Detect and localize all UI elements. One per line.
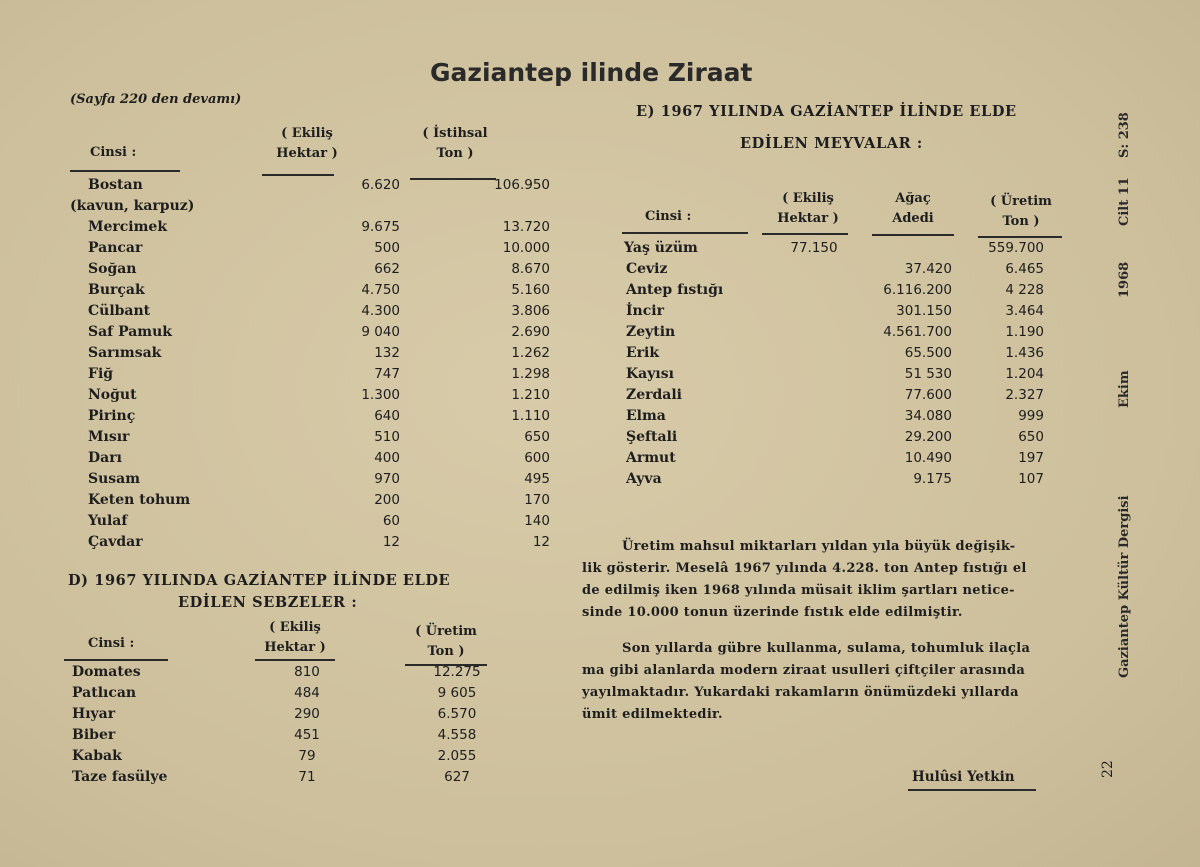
- row-prod: 106.950: [494, 177, 550, 193]
- table-row: [70, 238, 550, 259]
- row-prod: 1.190: [1005, 324, 1044, 340]
- running-head-page-ref: S: 238: [1117, 112, 1132, 158]
- row-area: 6.620: [361, 177, 400, 193]
- row-name: Cülbant: [88, 303, 151, 319]
- table-row: [70, 427, 550, 448]
- table-row: [70, 469, 550, 490]
- fruits-rule-area: [762, 233, 848, 235]
- row-area: 484: [294, 685, 320, 701]
- row-name: Mısır: [88, 429, 130, 445]
- row-name: Soğan: [88, 261, 137, 277]
- table-row: [70, 511, 550, 532]
- fruits-heading-2: EDİLEN MEYVALAR :: [740, 135, 923, 152]
- row-trees: 77.600: [904, 387, 952, 403]
- row-name: Domates: [72, 664, 141, 680]
- row-trees: 10.490: [904, 450, 952, 466]
- crops-col-prod-header: ( İstihsal Ton ): [422, 126, 488, 161]
- row-name: Zerdali: [626, 387, 682, 403]
- row-name: Kayısı: [626, 366, 674, 382]
- row-name: Ceviz: [626, 261, 668, 277]
- row-name: Zeytin: [626, 324, 676, 340]
- row-prod: 1.110: [511, 408, 550, 424]
- crops-rule-name: [70, 170, 180, 172]
- row-area: 810: [294, 664, 320, 680]
- running-head: [1117, 112, 1141, 678]
- row-area: 77.150: [790, 240, 838, 256]
- fruits-col-prod-header: ( Üretim Ton ): [990, 194, 1052, 229]
- row-area: 640: [374, 408, 400, 424]
- table-row: [624, 238, 1074, 259]
- table-row: [70, 406, 550, 427]
- table-row: [70, 343, 550, 364]
- row-trees: 65.500: [904, 345, 952, 361]
- vegetables-heading-1: D) 1967 YILINDA GAZİANTEP İLİNDE ELDE: [68, 572, 451, 589]
- row-area: 200: [374, 492, 400, 508]
- table-row: [624, 469, 1074, 490]
- row-area: 79: [298, 748, 316, 764]
- row-prod: 627: [444, 769, 470, 785]
- crops-col-name-header: Cinsi :: [90, 145, 137, 160]
- row-prod: 1.298: [511, 366, 550, 382]
- row-name: Antep fıstığı: [626, 282, 724, 298]
- row-prod: 140: [524, 513, 550, 529]
- page-title: Gaziantep ilinde Ziraat: [430, 58, 753, 87]
- row-name: Keten tohum: [88, 492, 191, 508]
- row-area: 60: [382, 513, 400, 529]
- fruits-rule-name: [622, 232, 748, 234]
- signature-rule: [908, 789, 1036, 791]
- row-prod: 197: [1018, 450, 1044, 466]
- fruits-col-trees-header: Ağaç Adedi: [892, 191, 934, 226]
- table-row: [624, 364, 1074, 385]
- row-name: Çavdar: [88, 534, 143, 550]
- row-prod: 12: [532, 534, 550, 550]
- row-prod: 4.558: [437, 727, 477, 743]
- table-row: [72, 683, 492, 704]
- row-area: 747: [374, 366, 400, 382]
- row-area: 1.300: [361, 387, 400, 403]
- veg-rule-area: [255, 659, 335, 661]
- row-name: Yaş üzüm: [624, 240, 698, 256]
- row-prod: 1.436: [1005, 345, 1044, 361]
- row-area: 451: [294, 727, 320, 743]
- row-trees: 51 530: [904, 366, 952, 382]
- table-row: [624, 448, 1074, 469]
- author-signature: Hulûsi Yetkin: [912, 769, 1015, 785]
- row-name: Hıyar: [72, 706, 116, 722]
- running-head-volume: Cilt 11: [1117, 177, 1132, 226]
- paragraph-modern-methods: Son yıllarda gübre kullanma, sulama, tohumluk ilaçla ma gibi alanlarda modern ziraat usulleri çiftçiler arasında yayılmaktadır. Yukardaki rakamların önümüzdeki yıllarda ümit edilmektedir.: [582, 641, 1031, 722]
- table-row: [72, 767, 492, 788]
- row-name: Pirinç: [88, 408, 136, 424]
- row-prod: 8.670: [511, 261, 550, 277]
- page-number: 22: [1100, 760, 1116, 778]
- row-prod: 2.327: [1005, 387, 1044, 403]
- row-area: 400: [374, 450, 400, 466]
- running-head-journal: Gaziantep Kültür Dergisi: [1117, 495, 1132, 678]
- table-row: [624, 259, 1074, 280]
- row-name: Taze fasülye: [72, 769, 168, 785]
- table-row: [70, 364, 550, 385]
- table-row: [624, 427, 1074, 448]
- row-trees: 4.561.700: [883, 324, 952, 340]
- veg-col-area-header: ( Ekiliş Hektar ): [264, 620, 326, 655]
- row-prod: 999: [1018, 408, 1044, 424]
- row-area: 9.675: [361, 219, 400, 235]
- row-prod: 12.275: [433, 664, 481, 680]
- row-name: Bostan: [88, 177, 143, 193]
- running-head-year: 1968: [1117, 261, 1132, 298]
- row-name: Patlıcan: [72, 685, 137, 701]
- row-trees: 37.420: [904, 261, 952, 277]
- table-row: [624, 280, 1074, 301]
- table-row: [72, 746, 492, 767]
- table-row: [624, 322, 1074, 343]
- crops-col-area-header: ( Ekiliş Hektar ): [276, 126, 338, 161]
- veg-col-prod-header: ( Üretim Ton ): [415, 624, 477, 659]
- row-trees: 6.116.200: [883, 282, 952, 298]
- row-prod: 9 605: [437, 685, 477, 701]
- row-name: Susam: [88, 471, 141, 487]
- table-row: [70, 175, 550, 196]
- row-name: Biber: [72, 727, 116, 743]
- row-name: Darı: [88, 450, 122, 466]
- row-prod: 107: [1018, 471, 1044, 487]
- table-row: [70, 532, 550, 553]
- table-row: [70, 448, 550, 469]
- row-prod: 2.055: [437, 748, 477, 764]
- row-prod: 5.160: [511, 282, 550, 298]
- row-name: Pancar: [88, 240, 143, 256]
- row-area: 71: [298, 769, 316, 785]
- veg-rule-name: [64, 659, 168, 661]
- row-name: İncir: [626, 303, 664, 319]
- row-prod: 6.465: [1005, 261, 1044, 277]
- row-prod: 650: [1018, 429, 1044, 445]
- table-row: [70, 301, 550, 322]
- row-name: Burçak: [88, 282, 145, 298]
- row-prod: 2.690: [511, 324, 550, 340]
- table-row: [70, 280, 550, 301]
- row-prod: 1.204: [1005, 366, 1044, 382]
- row-name: Sarımsak: [88, 345, 162, 361]
- row-prod: 1.210: [511, 387, 550, 403]
- row-name: Fiğ: [88, 366, 114, 382]
- row-trees: 29.200: [904, 429, 952, 445]
- row-area: 4.300: [361, 303, 400, 319]
- running-head-month: Ekim: [1117, 370, 1132, 408]
- table-row: [70, 322, 550, 343]
- table-row: [70, 490, 550, 511]
- paragraph-production: Üretim mahsul miktarları yıldan yıla büyük değişik- lik gösterir. Meselâ 1967 yılında 4.228. ton Antep fıstığı el de edilmiş iken 1968 yılında müsait iklim şartları netice- sinde 10.000 tonun üzerinde fıstık elde edilmiştir.: [582, 539, 1027, 620]
- row-area: 4.750: [361, 282, 400, 298]
- row-name: Ayva: [626, 471, 662, 487]
- row-prod: 1.262: [511, 345, 550, 361]
- row-name: Erik: [626, 345, 660, 361]
- row-name: Noğut: [88, 387, 137, 403]
- row-area: 970: [374, 471, 400, 487]
- row-trees: 301.150: [896, 303, 952, 319]
- row-name: (kavun, karpuz): [70, 198, 195, 214]
- table-row: [70, 259, 550, 280]
- row-prod: 4 228: [1005, 282, 1044, 298]
- row-prod: 10.000: [502, 240, 550, 256]
- table-row: [70, 385, 550, 406]
- row-trees: 9.175: [913, 471, 952, 487]
- row-prod: 3.464: [1005, 303, 1044, 319]
- row-name: Kabak: [72, 748, 122, 764]
- row-area: 290: [294, 706, 320, 722]
- row-area: 9 040: [361, 324, 400, 340]
- table-row: [72, 725, 492, 746]
- table-row: [72, 704, 492, 725]
- row-prod: 559.700: [988, 240, 1044, 256]
- table-row: [70, 217, 550, 238]
- row-prod: 170: [524, 492, 550, 508]
- row-prod: 6.570: [437, 706, 477, 722]
- row-area: 12: [382, 534, 400, 550]
- fruits-heading-1: E) 1967 YILINDA GAZİANTEP İLİNDE ELDE: [636, 103, 1017, 120]
- row-area: 132: [374, 345, 400, 361]
- row-prod: 495: [524, 471, 550, 487]
- fruits-rule-trees: [872, 234, 954, 236]
- row-name: Armut: [626, 450, 676, 466]
- row-name: Mercimek: [88, 219, 168, 235]
- row-prod: 650: [524, 429, 550, 445]
- row-name: Şeftali: [626, 429, 678, 445]
- row-name: Yulaf: [88, 513, 128, 529]
- table-row: [624, 406, 1074, 427]
- row-prod: 13.720: [502, 219, 550, 235]
- table-row: [624, 385, 1074, 406]
- row-name: Elma: [626, 408, 666, 424]
- table-row: [72, 662, 492, 683]
- vegetables-heading-2: EDİLEN SEBZELER :: [178, 594, 358, 611]
- row-name: Saf Pamuk: [88, 324, 172, 340]
- row-trees: 34.080: [904, 408, 952, 424]
- continued-note: (Sayfa 220 den devamı): [70, 92, 242, 107]
- row-prod: 600: [524, 450, 550, 466]
- fruits-col-name-header: Cinsi :: [645, 209, 692, 224]
- table-row: [70, 196, 500, 217]
- fruits-col-area-header: ( Ekiliş Hektar ): [777, 191, 839, 226]
- veg-col-name-header: Cinsi :: [88, 636, 135, 651]
- row-prod: 3.806: [511, 303, 550, 319]
- row-area: 510: [374, 429, 400, 445]
- row-area: 662: [374, 261, 400, 277]
- row-area: 500: [374, 240, 400, 256]
- table-row: [624, 301, 1074, 322]
- table-row: [624, 343, 1074, 364]
